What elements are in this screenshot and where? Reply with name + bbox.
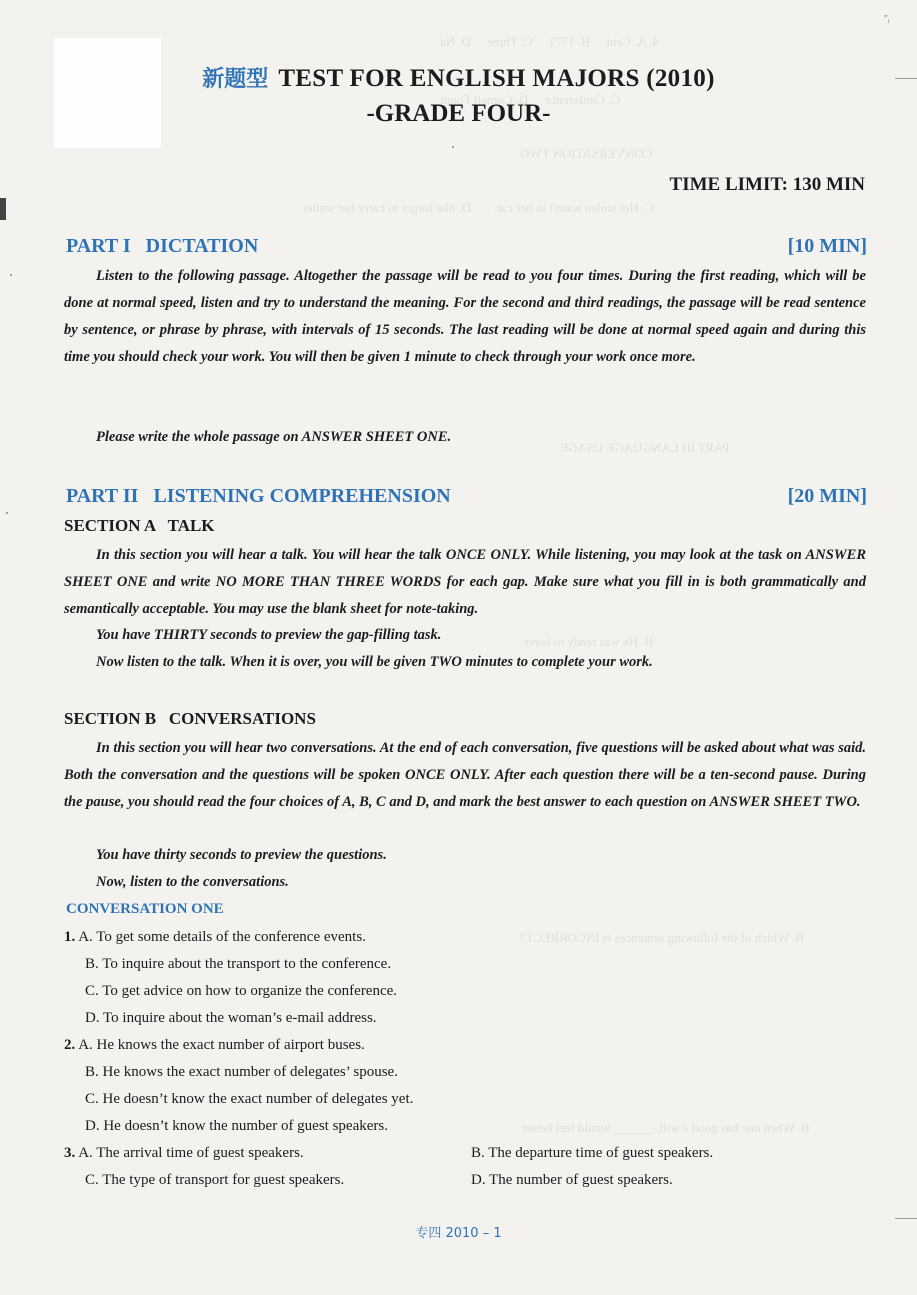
title-chinese: 新题型 bbox=[202, 67, 269, 92]
option-text: A. To get some details of the conference events. bbox=[78, 929, 366, 945]
conversation-one-title: CONVERSATION ONE bbox=[66, 901, 224, 917]
question-1-option-b: B. To inquire about the transport to the conference. bbox=[85, 956, 392, 972]
section-a-instructions: In this section you will hear a talk. You will hear the talk ONCE ONLY. While listening, you may look at the task on ANSWER SHEET ONE and write NO MORE THAN THREE WORDS for each gap. Make sure what you fill in is both grammatically and semantically acceptable. You may use the blank sheet for note-taking. bbox=[64, 547, 866, 617]
part1-heading bbox=[66, 235, 867, 258]
part2-title: PART II LISTENING COMPREHENSION bbox=[66, 485, 451, 507]
part2-time: [20 MIN] bbox=[787, 485, 867, 507]
question-number: 1. bbox=[64, 929, 76, 945]
question-2-option-d: D. He doesn’t know the number of guest speakers. bbox=[85, 1118, 388, 1134]
section-b-title: SECTION B CONVERSATIONS bbox=[64, 709, 316, 728]
bleed-through-text: C. Her stolen wasn't in her car. D. She forgot to carry her wallet. bbox=[300, 200, 655, 215]
part1-note: Please write the whole passage on ANSWER SHEET ONE. bbox=[96, 429, 452, 445]
bleed-through-text: B. He was ready to leave. bbox=[520, 634, 654, 649]
part1-time: [10 MIN] bbox=[787, 235, 867, 257]
section-a-listen-line: Now listen to the talk. When it is over, you will be given TWO minutes to complete your work. bbox=[96, 654, 653, 670]
question-number: 3. bbox=[64, 1145, 76, 1161]
question-3-option-c: C. The type of transport for guest speakers. bbox=[85, 1172, 345, 1188]
title-english: TEST FOR ENGLISH MAJORS (2010) bbox=[278, 65, 715, 92]
part1-instructions: Listen to the following passage. Altogether the passage will be read to you four times. During the first reading, which will be done at normal speed, listen and try to understand the meaning. For the second and third readings, the passage will be read sentence by sentence, or phrase by phrase, with intervals of 15 seconds. The last reading will be done at normal speed again and during this time you should check your work. You will then be given 1 minute to check through your work once more. bbox=[64, 268, 866, 365]
option-text: A. The arrival time of guest speakers. bbox=[78, 1145, 304, 1161]
question-number: 2. bbox=[64, 1037, 76, 1053]
question-2-option-a bbox=[64, 1037, 365, 1054]
corner-mark: ''ᵢ bbox=[884, 14, 890, 25]
edge-mark bbox=[895, 1218, 917, 1219]
bleed-through-text: C. Conference D. Cornell Fount bbox=[440, 92, 620, 107]
question-1-option-a bbox=[64, 929, 366, 946]
grade-subtitle: -GRADE FOUR- bbox=[366, 100, 551, 127]
question-1-option-d: D. To inquire about the woman’s e-mail address. bbox=[85, 1010, 377, 1026]
speck bbox=[10, 274, 12, 276]
bleed-through-text: B. Which of the following sentences is INCORRECT? bbox=[520, 930, 805, 945]
exam-title bbox=[0, 62, 917, 93]
question-2-option-b: B. He knows the exact number of delegates’ spouse. bbox=[85, 1064, 398, 1080]
part1-title: PART I DICTATION bbox=[66, 235, 259, 257]
speck bbox=[452, 146, 454, 148]
bleed-through-text: PART III LANGUAGE USAGE bbox=[560, 440, 730, 455]
section-b-instructions: In this section you will hear two conversations. At the end of each conversation, five questions will be asked about what was said. Both the conversation and the questions will be spoken ONCE ONLY. After each question there will be a ten-second pause. During the pause, you should read the four choices of A, B, C and D, and mark the best answer to each question on ANSWER SHEET TWO. bbox=[64, 740, 866, 810]
option-text: A. He knows the exact number of airport buses. bbox=[78, 1037, 365, 1053]
part2-heading bbox=[66, 485, 867, 508]
page-footer: 专四 2010 – 1 bbox=[415, 1226, 502, 1241]
section-b-preview-line: You have thirty seconds to preview the questions. bbox=[96, 847, 387, 863]
bleed-through-text: CONVERSATION TWO bbox=[520, 146, 653, 161]
question-2-option-c: C. He doesn’t know the exact number of delegates yet. bbox=[85, 1091, 414, 1107]
bleed-through-text: B. When one has good a will, ______ would feel better. bbox=[520, 1120, 810, 1135]
question-1-option-c: C. To get advice on how to organize the conference. bbox=[85, 983, 398, 999]
question-3-option-b: B. The departure time of guest speakers. bbox=[471, 1145, 714, 1161]
speck bbox=[6, 512, 8, 514]
question-3-option-a bbox=[64, 1145, 304, 1162]
section-b-listen-line: Now, listen to the conversations. bbox=[96, 874, 289, 890]
time-limit: TIME LIMIT: 130 MIN bbox=[669, 174, 865, 195]
bleed-through-text: 4. A. Cent B. 1771 C. Three D. Na bbox=[440, 34, 659, 49]
section-a-title: SECTION A TALK bbox=[64, 516, 215, 535]
blank-label-area bbox=[54, 38, 161, 148]
section-a-preview-line: You have THIRTY seconds to preview the gap-filling task. bbox=[96, 627, 442, 643]
question-3-option-d: D. The number of guest speakers. bbox=[471, 1172, 673, 1188]
binding-mark bbox=[0, 198, 6, 220]
